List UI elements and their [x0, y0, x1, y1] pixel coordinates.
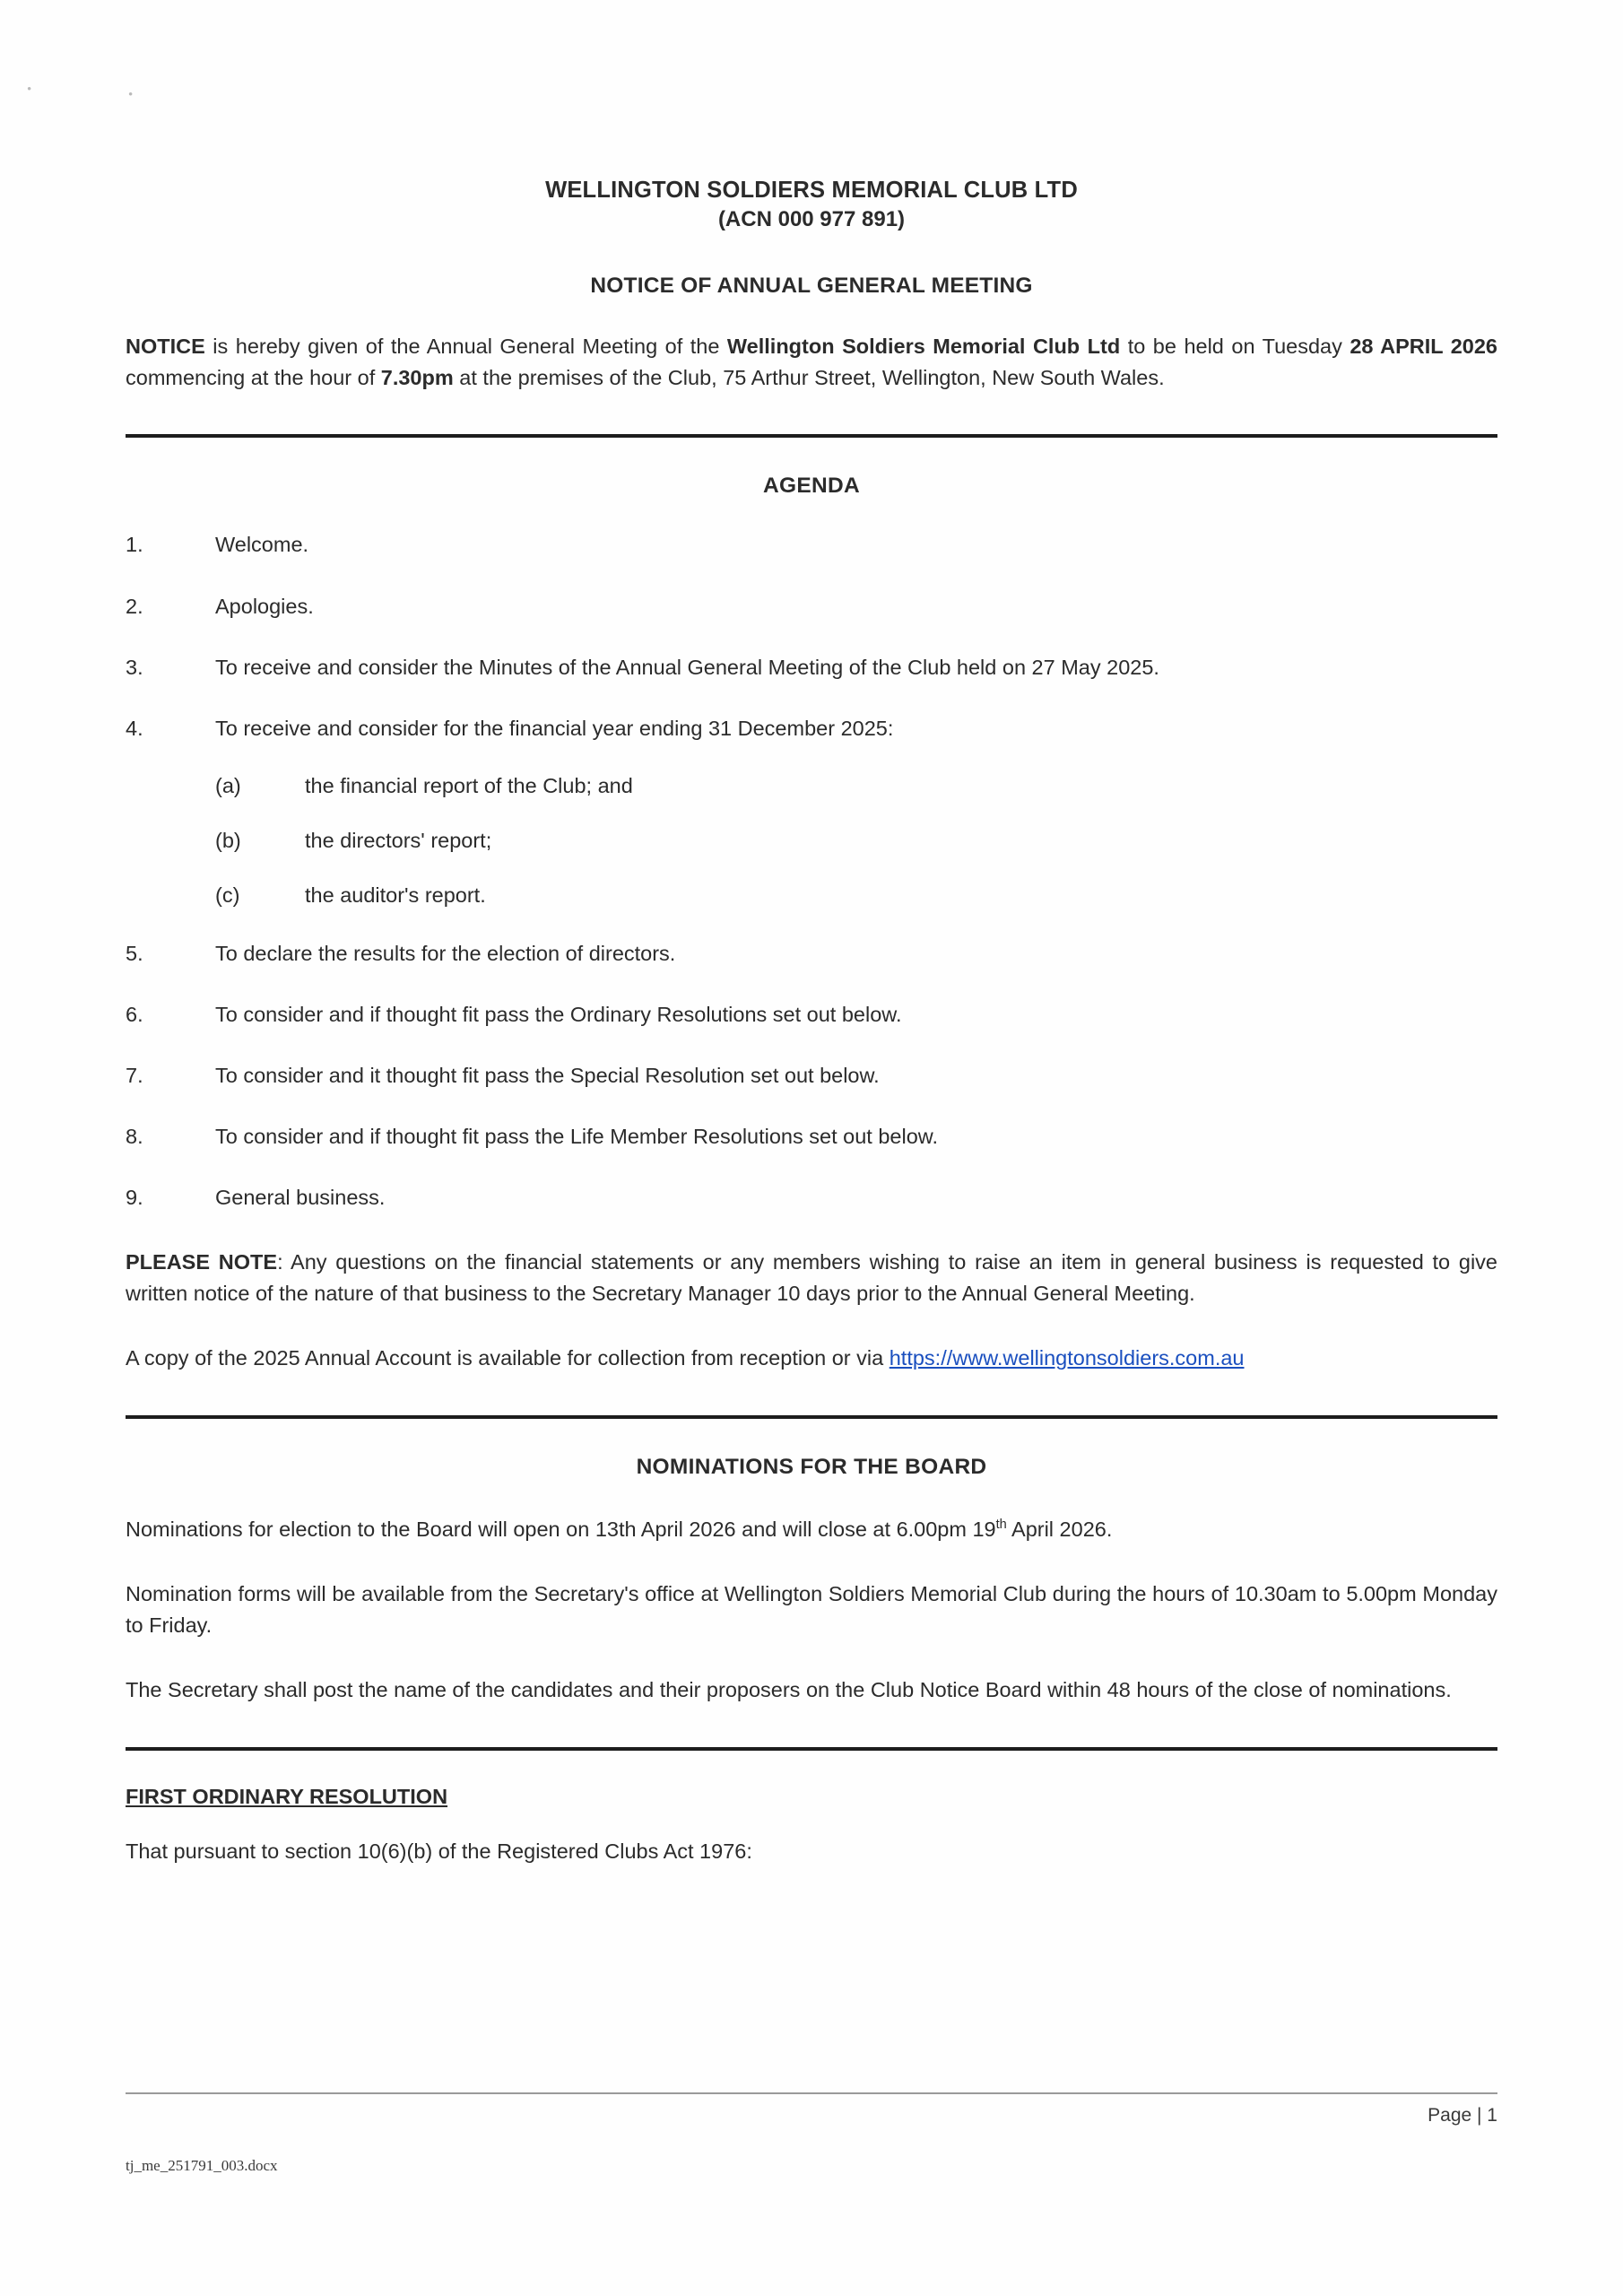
- agenda-item-text: To consider and if thought fit pass the Life Member Resolutions set out below.: [215, 1124, 938, 1148]
- agenda-item-text: Welcome.: [215, 533, 309, 557]
- agenda-item: [126, 1060, 1497, 1091]
- org-title: WELLINGTON SOLDIERS MEMORIAL CLUB LTD: [545, 178, 1078, 203]
- agenda-sub-item: [126, 883, 1497, 908]
- agenda-item: [126, 999, 1497, 1030]
- please-note-label: PLEASE NOTE: [126, 1250, 278, 1274]
- notice-heading: NOTICE OF ANNUAL GENERAL MEETING: [590, 274, 1033, 299]
- agenda-item-number: 1.: [126, 533, 143, 557]
- divider-rule-1: [126, 434, 1497, 438]
- agenda-item-number: 6.: [126, 1002, 143, 1026]
- scan-artifact-left: •: [27, 83, 32, 97]
- agenda-item-number: 7.: [126, 1063, 143, 1087]
- first-resolution-heading: FIRST ORDINARY RESOLUTION: [126, 1784, 448, 1808]
- notice-paragraph: [126, 331, 1497, 393]
- nominations-text-1a: Nominations for election to the Board will open on 13th April 2026 and will close at 6.00pm 19: [126, 1517, 996, 1541]
- agenda-item-text: To declare the results for the election of directors.: [215, 941, 676, 965]
- nominations-text-1b: April 2026.: [1006, 1517, 1113, 1541]
- notice-word: NOTICE: [126, 335, 205, 359]
- scan-artifact-left-2: •: [128, 88, 134, 102]
- agenda-item-text: To receive and consider for the financial year ending 31 December 2025:: [215, 716, 894, 740]
- nominations-paragraph-2: Nomination forms will be available from the Secretary's office at Wellington Soldiers Memorial Club during the hours of 10.30am to 5.00pm Monday to Friday.: [126, 1582, 1497, 1637]
- agenda-item-text: To receive and consider the Minutes of the Annual General Meeting of the Club held on 27 May 2025.: [215, 655, 1159, 679]
- nominations-paragraph-3: The Secretary shall post the name of the candidates and their proposers on the Club Notice Board within 48 hours of the close of nominations.: [126, 1678, 1452, 1702]
- agenda-item: [126, 652, 1497, 683]
- footer-divider: [126, 2092, 1497, 2094]
- acn-number: (ACN 000 977 891): [717, 207, 906, 232]
- agenda-item-text: Apologies.: [215, 594, 314, 618]
- agenda-item-number: 9.: [126, 1185, 143, 1209]
- notice-text-1: is hereby given of the Annual General Meeting of the: [204, 335, 727, 359]
- please-note-paragraph: [126, 1247, 1497, 1309]
- page-number: Page | 1: [1428, 2105, 1497, 2126]
- agenda-item-text: To consider and it thought fit pass the Special Resolution set out below.: [215, 1063, 880, 1087]
- agenda-sub-item: [126, 829, 1497, 853]
- agenda-sub-label: (b): [215, 828, 241, 852]
- divider-rule-2: [126, 1415, 1497, 1419]
- agenda-item-number: 2.: [126, 594, 143, 618]
- meeting-date: 28 APRIL 2026: [1350, 335, 1497, 359]
- agenda-item-text: To consider and if thought fit pass the Ordinary Resolutions set out below.: [215, 1002, 902, 1026]
- notice-text-3: commencing at the hour of: [126, 365, 381, 389]
- agenda-sub-list: [126, 774, 1497, 908]
- agenda-sub-item: [126, 774, 1497, 798]
- agenda-item: [126, 1121, 1497, 1152]
- agenda-item-text: General business.: [215, 1185, 386, 1209]
- annual-account-text: A copy of the 2025 Annual Account is available for collection from reception or via: [126, 1346, 890, 1370]
- nominations-heading: NOMINATIONS FOR THE BOARD: [636, 1454, 987, 1479]
- notice-text-2: to be held on Tuesday: [1120, 335, 1350, 359]
- document-filename: tj_me_251791_003.docx: [126, 2157, 278, 2174]
- document-body: [126, 175, 1497, 1866]
- agenda-item-number: 3.: [126, 655, 143, 679]
- agenda-item: [126, 938, 1497, 969]
- agenda-item: [126, 529, 1497, 560]
- divider-rule-3: [126, 1747, 1497, 1751]
- nominations-paragraph-1: [126, 1514, 1497, 1545]
- nominations-ordinal-suffix: th: [995, 1517, 1007, 1532]
- agenda-item: [126, 1182, 1497, 1213]
- agenda-heading: AGENDA: [763, 474, 860, 499]
- agenda-list: [126, 529, 1497, 1213]
- club-website-link[interactable]: https://www.wellingtonsoldiers.com.au: [889, 1346, 1245, 1370]
- meeting-time: 7.30pm: [380, 365, 454, 389]
- notice-text-4: at the premises of the Club, 75 Arthur Street, Wellington, New South Wales.: [453, 365, 1165, 389]
- agenda-sub-text: the directors' report;: [305, 828, 492, 852]
- agenda-item-number: 4.: [126, 716, 143, 740]
- agenda-sub-text: the auditor's report.: [305, 883, 486, 907]
- annual-account-paragraph: [126, 1343, 1497, 1374]
- agenda-sub-label: (a): [215, 773, 241, 797]
- first-resolution-text: That pursuant to section 10(6)(b) of the Registered Clubs Act 1976:: [126, 1839, 752, 1863]
- agenda-item: [126, 713, 1497, 744]
- agenda-item-number: 5.: [126, 941, 143, 965]
- agenda-sub-label: (c): [215, 883, 240, 907]
- agenda-item: [126, 591, 1497, 622]
- agenda-item-number: 8.: [126, 1124, 143, 1148]
- please-note-text: : Any questions on the financial statements or any members wishing to raise an item in general business is requested to give written notice of the nature of that business to the Secretary Manager 10 days prior to the Annual General Meeting.: [126, 1250, 1497, 1305]
- agenda-sub-text: the financial report of the Club; and: [305, 773, 633, 797]
- club-name: Wellington Soldiers Memorial Club Ltd: [726, 335, 1121, 359]
